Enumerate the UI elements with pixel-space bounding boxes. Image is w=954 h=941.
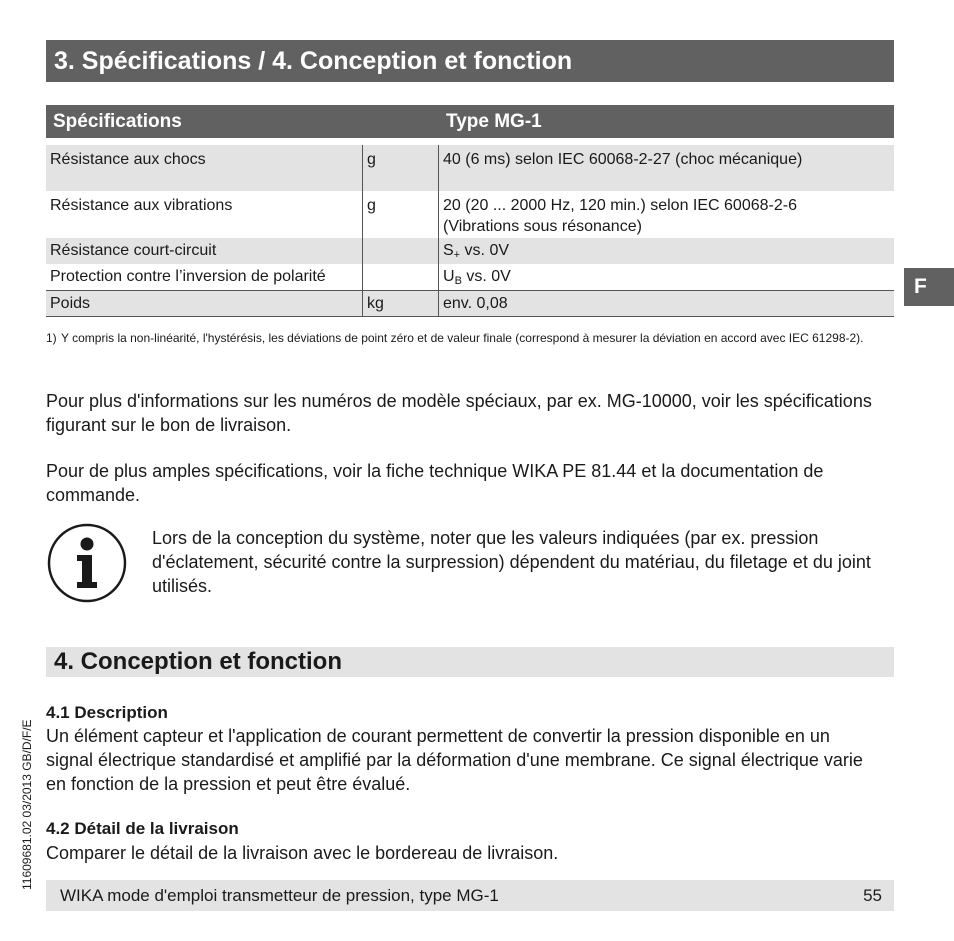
table-row xyxy=(46,264,894,290)
paragraph-special-models: Pour plus d'informations sur les numéros de modèle spéciaux, par ex. MG-10000, voir les spécifications figurant sur le bon de livraison. xyxy=(46,391,872,435)
row-value: $U_B$ vs. 0V xyxy=(443,268,511,287)
table-row xyxy=(46,191,894,238)
row-value: $S_+$ vs. 0V xyxy=(443,242,510,261)
row-unit: g xyxy=(367,197,376,214)
row-name: Résistance court-circuit xyxy=(50,242,217,259)
spec-header-left: Spécifications xyxy=(53,111,182,132)
row-value-line2: (Vibrations sous résonance) xyxy=(443,218,642,235)
row-name: Résistance aux vibrations xyxy=(50,197,233,214)
table-row xyxy=(46,290,894,317)
spec-table xyxy=(46,145,894,317)
footnote-number: 1) xyxy=(46,331,57,345)
table-row xyxy=(46,238,894,264)
subsection-title-delivery: 4.2 Détail de la livraison xyxy=(46,819,239,838)
row-name: Résistance aux chocs xyxy=(50,151,206,168)
row-unit xyxy=(367,264,438,268)
description-text: Un élément capteur et l'application de courant permettent de convertir la pression disponible en un signal électrique standardisé et amplifié par la déformation d'une membrane. Ce signal électrique varie en fonction de la pression et peut être évalué. xyxy=(46,726,863,794)
info-icon xyxy=(46,522,128,604)
row-name: Protection contre l’inversion de polarité xyxy=(50,268,326,285)
info-note: Lors de la conception du système, noter que les valeurs indiquées (par ex. pression d'éclatement, sécurité contre la surpression) dépendent du matériau, du filetage et du joint utilisés. xyxy=(152,528,871,596)
footnote xyxy=(46,330,896,346)
row-value: env. 0,08 xyxy=(443,295,508,312)
table-row xyxy=(46,145,894,191)
paragraph-more-specs: Pour de plus amples spécifications, voir la fiche technique WIKA PE 81.44 et la documentation de commande. xyxy=(46,461,824,505)
footer-title: WIKA mode d'emploi transmetteur de pression, type MG-1 xyxy=(60,886,499,905)
section-title: 4. Conception et fonction xyxy=(46,647,894,677)
row-value-line1: 20 (20 ... 2000 Hz, 120 min.) selon IEC 60068-2-6 xyxy=(443,197,797,214)
row-unit xyxy=(367,238,438,242)
spec-table-header xyxy=(46,105,894,138)
page-number: 55 xyxy=(863,886,882,905)
document-code: 11609681.02 03/2013 GB/D/F/E xyxy=(20,719,34,890)
page-title: 3. Spécifications / 4. Conception et fonction xyxy=(46,40,894,82)
page-footer xyxy=(46,880,894,911)
delivery-text: Comparer le détail de la livraison avec le bordereau de livraison. xyxy=(46,843,559,863)
row-name: Poids xyxy=(50,295,91,312)
spec-header-right: Type MG-1 xyxy=(446,111,542,132)
language-tab: F xyxy=(904,268,954,306)
row-value: 40 (6 ms) selon IEC 60068-2-27 (choc mécanique) xyxy=(443,151,803,168)
subsection-title-description: 4.1 Description xyxy=(46,703,168,722)
row-unit: g xyxy=(367,151,376,168)
footnote-text: Y compris la non-linéarité, l'hystérésis, les déviations de point zéro et de valeur finale (correspond à mesurer la déviation en accord avec IEC 61298-2). xyxy=(61,331,864,345)
row-unit: kg xyxy=(367,295,384,312)
